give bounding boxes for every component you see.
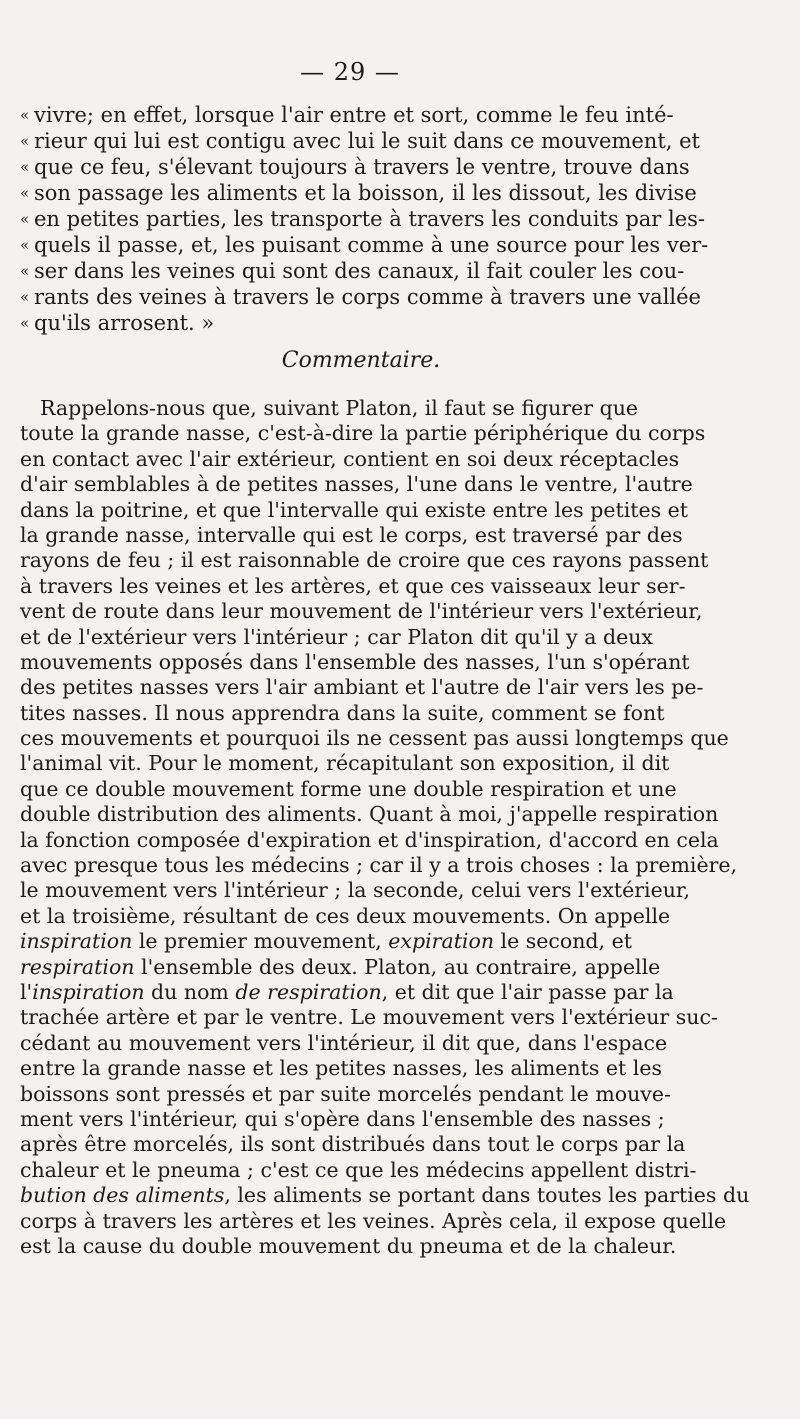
text-line: l'animal vit. Pour le moment, récapitulant son exposition, il dit (20, 751, 670, 776)
text-line: d'air semblables à de petites nasses, l'une dans le ventre, l'autre (20, 472, 693, 497)
text-line: inspiration le premier mouvement, expiration le second, et (20, 929, 632, 954)
text-line: après être morcelés, ils sont distribués dans tout le corps par la (20, 1132, 686, 1157)
section-heading: Commentaire. (281, 348, 441, 373)
text-line: le mouvement vers l'intérieur ; la seconde, celui vers l'extérieur, (20, 878, 690, 903)
text-line: l'inspiration du nom de respiration, et dit que l'air passe par la (20, 979, 674, 1004)
text-line: des petites nasses vers l'air ambiant et l'autre de l'air vers les pe- (20, 675, 704, 700)
text-line: double distribution des aliments. Quant à moi, j'appelle respiration (20, 802, 719, 827)
text-line: à travers les veines et les artères, et que ces vaisseaux leur ser- (20, 573, 686, 598)
text-line: et la troisième, résultant de ces deux mouvements. On appelle (20, 903, 671, 928)
text-line: ces mouvements et pourquoi ils ne cessent pas aussi longtemps que (20, 726, 729, 751)
text-line: la fonction composée d'expiration et d'inspiration, d'accord en cela (20, 827, 719, 852)
quote-line: « rieur qui lui est contigu avec lui le suit dans ce mouvement, et (20, 129, 700, 153)
text-line: tites nasses. Il nous apprendra dans la suite, comment se font (20, 700, 665, 725)
text-line: mouvements opposés dans l'ensemble des nasses, l'un s'opérant (20, 649, 690, 674)
commentary-body (20, 396, 786, 1259)
quote-line: « rants des veines à travers le corps comme à travers une vallée (20, 285, 701, 309)
quote-line: « que ce feu, s'élevant toujours à travers le ventre, trouve dans (20, 155, 690, 179)
quote-mark: « (20, 210, 30, 228)
quote-mark: « (20, 262, 30, 280)
text-line: avec presque tous les médecins ; car il y a trois choses : la première, (20, 853, 738, 878)
quote-mark: « (20, 314, 30, 332)
quote-mark: « (20, 158, 30, 176)
quote-line: « quels il passe, et, les puisant comme à une source pour les ver- (20, 233, 709, 257)
text-line: vent de route dans leur mouvement de l'intérieur vers l'extérieur, (20, 599, 703, 624)
italic-term: expiration (388, 929, 495, 954)
text-line: et de l'extérieur vers l'intérieur ; car Platon dit qu'il y a deux (20, 624, 653, 649)
text-line: Rappelons-nous que, suivant Platon, il faut se figurer que (40, 396, 639, 420)
page-number: — 29 — (300, 58, 400, 86)
italic-term: bution des aliments (20, 1183, 225, 1208)
text-line: la grande nasse, intervalle qui est le corps, est traversé par des (20, 522, 683, 547)
italic-term: de respiration (235, 979, 382, 1004)
text-line: cédant au mouvement vers l'intérieur, il dit que, dans l'espace (20, 1030, 668, 1055)
text-line: corps à travers les artères et les veines. Après cela, il expose quelle (20, 1208, 727, 1233)
italic-term: respiration (20, 954, 135, 979)
quotation-block (20, 102, 782, 336)
quote-line: « vivre; en effet, lorsque l'air entre et sort, comme le feu inté- (20, 103, 674, 127)
text-line: toute la grande nasse, c'est-à-dire la partie périphérique du corps (20, 421, 706, 446)
text-line: respiration l'ensemble des deux. Platon, au contraire, appelle (20, 954, 661, 979)
quote-line: « en petites parties, les transporte à travers les conduits par les- (20, 207, 706, 231)
quote-mark: « (20, 132, 30, 150)
text-line: boissons sont pressés et par suite morcelés pendant le mouve- (20, 1081, 671, 1106)
text-line: trachée artère et par le ventre. Le mouvement vers l'extérieur suc- (20, 1005, 718, 1030)
italic-term: inspiration (20, 929, 133, 954)
quote-line: « qu'ils arrosent. » (20, 311, 215, 335)
quote-mark: « (20, 288, 30, 306)
text-line: rayons de feu ; il est raisonnable de croire que ces rayons passent (20, 548, 709, 573)
text-line: dans la poitrine, et que l'intervalle qui existe entre les petites et (20, 497, 689, 522)
quote-mark: « (20, 236, 30, 254)
text-line: ment vers l'intérieur, qui s'opère dans l'ensemble des nasses ; (20, 1106, 665, 1131)
text-line: en contact avec l'air extérieur, contient en soi deux réceptacles (20, 446, 680, 471)
quote-mark: « (20, 106, 30, 124)
text-line: bution des aliments, les aliments se portant dans toutes les parties du (20, 1183, 750, 1208)
quote-line: « ser dans les veines qui sont des canaux, il fait couler les cou- (20, 259, 685, 283)
text-line: que ce double mouvement forme une double respiration et une (20, 776, 677, 801)
text-line: est la cause du double mouvement du pneuma et de la chaleur. (20, 1233, 677, 1258)
quote-line: « son passage les aliments et la boisson, il les dissout, les divise (20, 181, 697, 205)
text-line: entre la grande nasse et les petites nasses, les aliments et les (20, 1056, 662, 1081)
text-line: chaleur et le pneuma ; c'est ce que les médecins appellent distri- (20, 1157, 697, 1182)
quote-mark: « (20, 184, 30, 202)
italic-term: inspiration (32, 979, 145, 1004)
